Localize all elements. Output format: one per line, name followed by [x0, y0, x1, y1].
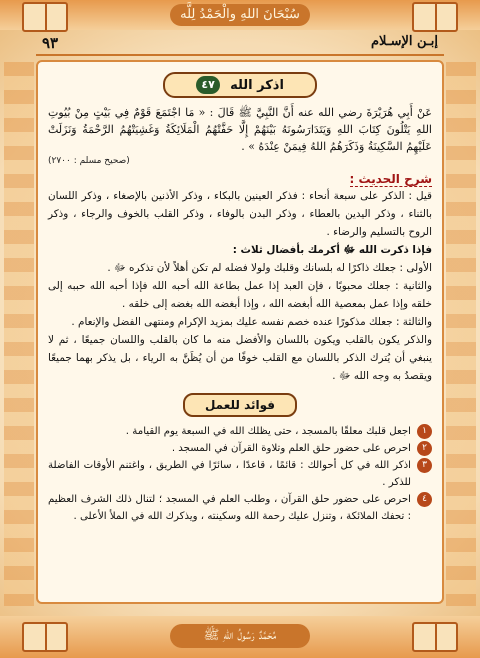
benefit-number: ١: [417, 424, 432, 439]
benefit-text: احرص على حضور حلق القرآن ، وطلب العلم في المسجد ؛ لتنال ذلك الشرف العظيم : تحفك الملائكة ، وتنزل عليك رحمة الله وسكينته ، ويذكرك الله في الملأ الأعلى .: [48, 494, 411, 522]
benefit-number: ٤: [417, 492, 432, 507]
bottom-calligraphy: مُحَمَّدٌ رَسُولُ اللهِ ﷺ: [170, 624, 310, 648]
explanation-heading: شرح الحديث :: [349, 172, 432, 186]
explanation-paragraph: والثانية : جعلك محبوبًا ، فإن العبد إذا عمل بطاعة الله أحبه الله فإذا أحبه الله حببه إلى خلقه وإذا عمل بمعصية الله أبغضه الله ، وإذا أبغضه الله بغضه إلى خلقه .: [48, 280, 432, 310]
open-book-icon: [412, 622, 458, 652]
benefit-text: احرص على حضور حلق العلم وتلاوة القرآن في المسجد .: [171, 443, 411, 454]
left-ornament: [4, 62, 34, 606]
benefit-number: ٣: [417, 458, 432, 473]
explanation-paragraph: الأولى : جعلك ذاكرًا له بلسانك وقلبك ولولا فضله لم تكن أهلاً لأن تذكره ﷻ .: [107, 262, 432, 274]
benefit-text: اجعل قلبك معلقًا بالمسجد ، حتى يظلك الله في السبعة يوم القيامة .: [125, 426, 411, 437]
explanation-paragraph: والذكر يكون بالقلب ويكون باللسان والأفضل منه ما كان بالقلب واللسان جميعًا ، ثم لا ينبغي أن يُترك الذكر باللسان مع القلب خوفًا من أن يُظَنَّ به الرياء ، بل يذكر بهما جميعًا ويقصدُ به وجه الله ﷻ .: [48, 334, 432, 382]
explanation-paragraph: والثالثة : جعلك مذكورًا عنده خصم نفسه عليك بمزيد الإكرام ومنتهى الفضل والإنعام .: [71, 316, 432, 328]
benefit-text: اذكر الله في كل أحوالك : قائمًا ، قاعدًا ، سائرًا في الطريق ، واغتنم الأوقات الفاضلة للذكر .: [48, 460, 411, 488]
explanation-paragraph: قيل : الذكر على سبعة أنحاء : فذكر العينين بالبكاء ، وذكر الأذنين بالإصغاء ، وذكر اللسان بالثناء ، وذكر اليدين بالعطاء ، وذكر البدن بالوفاء ، وذكر القلب بالخوف والرجاء ، وذكر الروح بالتسليم والرضاء .: [48, 190, 432, 238]
right-ornament: [446, 62, 476, 606]
hadith-text: عَنْ أَبِي هُرَيْرَةَ رضي الله عنه أَنَّ النَّبِيَّ ﷺ قَالَ : « مَا اجْتَمَعَ قَوْمٌ فِي بَيْتٍ مِنْ بُيُوتِ اللهِ يَتْلُونَ كِتَابَ اللهِ وَيَتَدَارَسُونَهُ بَيْنَهُمْ إِلَّا حَفَّتْهُمُ الْمَلَائِكَةُ وَغَشِيَتْهُمُ الرَّحْمَةُ وَنَزَلَتْ عَلَيْهِمُ السَّكِينَةُ وَذَكَرَهُمُ اللهُ فِيمَنْ عِنْدَهُ » .: [48, 106, 432, 153]
benefit-item: [48, 440, 432, 457]
benefit-item: [48, 491, 432, 525]
benefit-number: ٢: [417, 441, 432, 456]
open-book-icon: [412, 2, 458, 32]
content-panel: [36, 60, 444, 604]
explanation-paragraph: فإذا ذكرت الله ﷻ أكرمك بأفضال ثلاث :: [232, 244, 432, 256]
open-book-icon: [22, 622, 68, 652]
hadith-source: (صحيح مسلم : ٢٧٠٠): [48, 156, 130, 166]
lesson-number-badge: ٤٧: [196, 76, 220, 94]
lesson-title: اذكر الله: [230, 77, 284, 93]
page-number: ٩٣: [42, 34, 59, 52]
top-calligraphy: سُبْحَانَ اللهِ والْحَمْدُ لِلَّه: [170, 4, 310, 26]
page-header: [36, 34, 444, 56]
benefits-heading: فوائد للعمل: [183, 393, 297, 417]
benefit-item: [48, 457, 432, 491]
open-book-icon: [22, 2, 68, 32]
book-title: إبـن الإسـلام: [371, 34, 438, 49]
lesson-title-box: [163, 72, 317, 98]
benefit-item: [48, 423, 432, 440]
